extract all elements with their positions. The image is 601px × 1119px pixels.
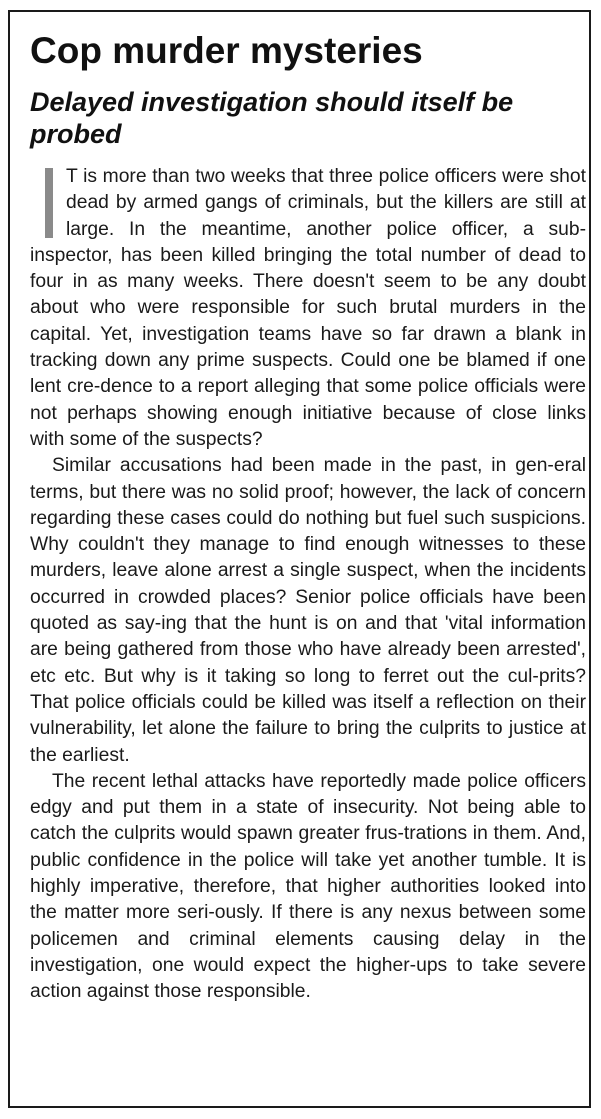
article-paragraph-1	[30, 164, 586, 453]
article-body	[30, 164, 586, 1006]
article-paragraph-3: The recent lethal attacks have reportedly made police officers edgy and put them in a state of insecurity. Not being able to catch the culprits would spawn greater frus-trations in them. And, public confidence in the police will take yet another tumble. It is highly imperative, therefore, that higher authorities looked into the matter more seri-ously. If there is any nexus between some policemen and criminal elements causing delay in the investigation, one would expect the higher-ups to take severe action against those responsible.	[30, 770, 586, 1003]
article-paragraph-2: Similar accusations had been made in the past, in gen-eral terms, but there was no solid proof; however, the lack of concern regarding these cases could do nothing but fuel such suspicions. Why couldn't they manage to find enough witnesses to these murders, leave alone arrest a single suspect, when the incidents occurred in crowded places? Senior police officials have been quoted as say-ing that the hunt is on and that 'vital information are being gathered from those who have already been arrested', etc etc. But why is it taking so long to ferret out the cul-prits? That police officials could be killed was itself a reflection on their vulnerability, let alone the failure to bring the culprits to justice at the earliest.	[30, 455, 586, 766]
editorial-box	[8, 10, 591, 1108]
headline: Cop murder mysteries	[30, 30, 423, 71]
article-paragraph-1-text: T is more than two weeks that three police officers were shot dead by armed gangs of criminals, but the killers are still at large. In the meantime, another police officer, a sub-inspector, has been killed bringing the total number of dead to four in as many weeks. There doesn't seem to be any doubt about who were responsible for such brutal murders in the capital. Yet, investigation teams have so far drawn a blank in tracking down any prime suspects. Could one be blamed if one lent cre-dence to a report alleging that some police officials were not perhaps showing enough initiative because of close links with some of the suspects?	[30, 166, 586, 450]
drop-cap-i	[45, 168, 53, 238]
subheadline: Delayed investigation should itself be probed	[30, 87, 514, 149]
